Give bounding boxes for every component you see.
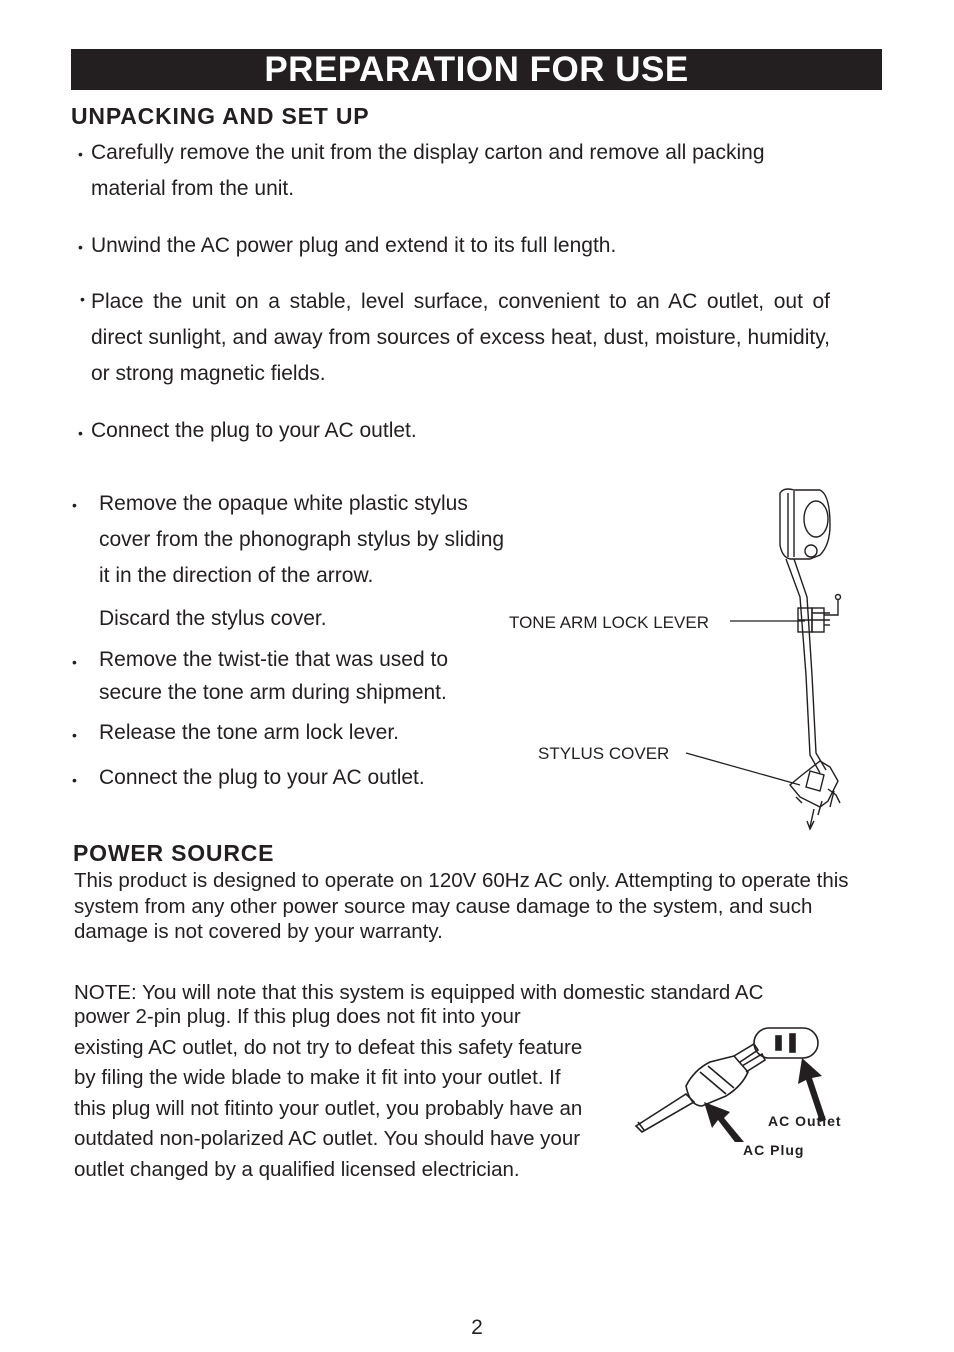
bullet-marker: • [72,772,77,788]
page-title: PREPARATION FOR USE [264,50,689,89]
ac-outlet-label: AC Outlet [768,1113,842,1129]
unpacking-bullet-4: Connect the plug to your AC outlet. [91,419,417,442]
unpacking-bullet-2: Unwind the AC power plug and extend it to its full length. [91,234,617,257]
bullet-marker: • [78,146,83,162]
title-banner [71,49,882,90]
bullet-marker: • [72,727,77,743]
power-source-paragraph: This product is designed to operate on 120V 60Hz AC only. Attempting to operate this system from any other power source may cause damage to the system, and such damage is not covered by your warranty. [74,869,849,943]
stylus-step-4: Connect the plug to your AC outlet. [99,766,425,789]
stylus-step-2: Remove the twist-tie that was used to secure the tone arm during shipment. [99,648,448,704]
bullet-marker: • [72,654,77,670]
page-number: 2 [471,1316,483,1339]
ac-plug-label: AC Plug [743,1142,805,1158]
power-source-heading: POWER SOURCE [73,840,275,866]
bullet-marker: • [80,291,85,307]
stylus-cover-label: STYLUS COVER [538,744,670,763]
bullet-marker: • [78,425,83,441]
unpacking-heading: UNPACKING AND SET UP [71,103,370,129]
bullet-marker: • [72,497,77,513]
bullet-marker: • [78,239,83,255]
stylus-step-3: Release the tone arm lock lever. [99,721,399,744]
unpacking-bullet-3: Place the unit on a stable, level surface, convenient to an AC outlet, out of direct sunlight, and away from sources of excess heat, dust, moisture, humidity, or strong magnetic fields. [91,290,830,385]
unpacking-bullet-1: Carefully remove the unit from the display carton and remove all packing material from the unit. [91,141,765,200]
note-paragraph: power 2-pin plug. If this plug does not fit into your existing AC outlet, do not try to defeat this safety feature by filing the wide blade to make it fit into your outlet. If this plug will not fitinto your outlet, you probably have an outdated non-polarized AC outlet. You should have your outlet changed by a qualified licensed electrician. [74,1005,583,1181]
tone-arm-lock-lever-label: TONE ARM LOCK LEVER [509,613,709,632]
tone-arm-illustration [670,485,850,835]
note-first-line: NOTE: You will note that this system is equipped with domestic standard AC [74,981,764,1004]
stylus-step-discard: Discard the stylus cover. [99,607,327,630]
stylus-step-1: Remove the opaque white plastic stylus cover from the phonograph stylus by sliding it in the direction of the arrow. [99,492,505,587]
